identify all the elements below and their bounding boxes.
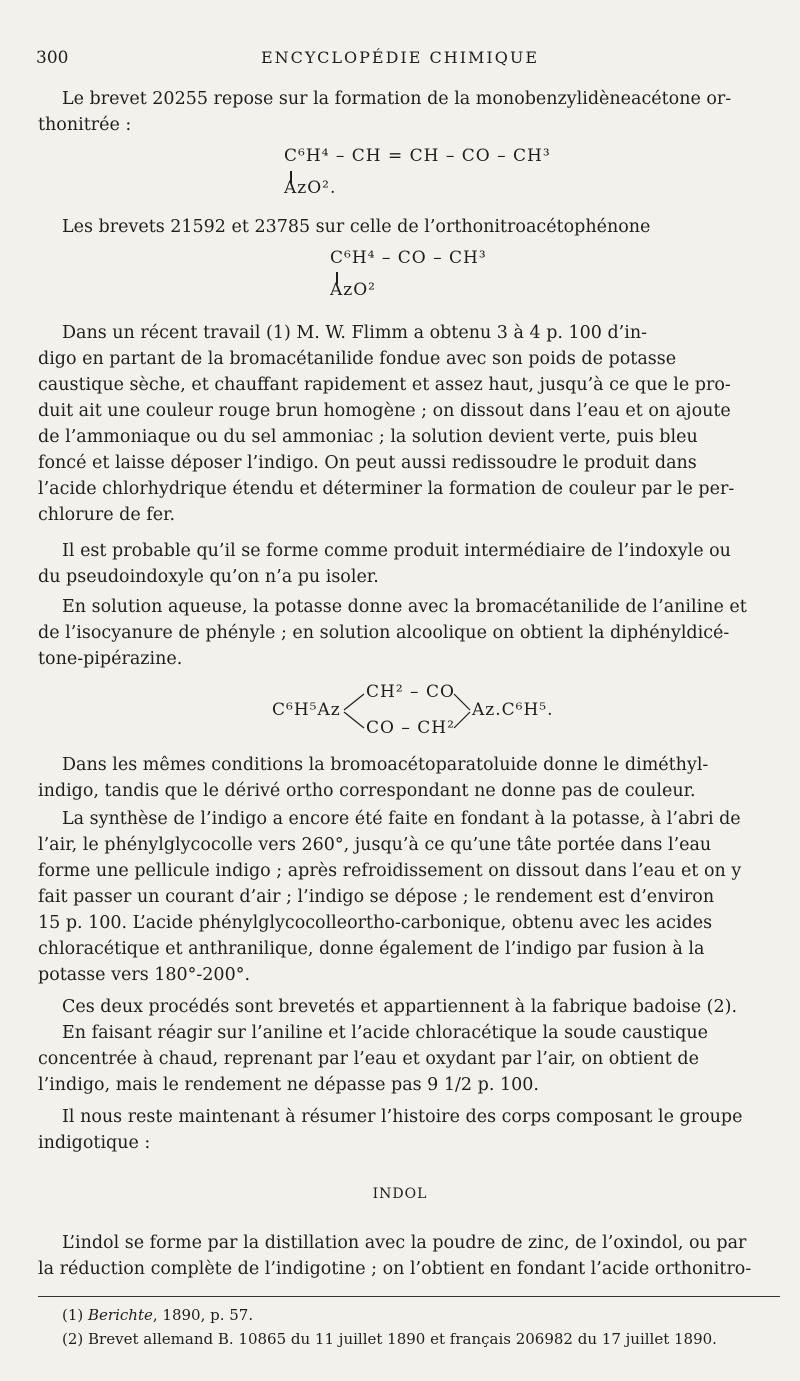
text-line: 15 p. 100. L’acide phénylglycocolleortho-carbonique, obtenu avec les acides xyxy=(38,913,713,933)
text-line: fait passer un courant d’air ; l’indigo se dépose ; le rendement est d’environ xyxy=(38,887,715,907)
text-line: l’air, le phénylglycocolle vers 260°, jusqu’à ce qu’une tâte portée dans l’eau xyxy=(38,835,712,855)
text-line: duit ait une couleur rouge brun homogène ; on dissout dans l’eau et on ajoute xyxy=(38,401,731,421)
text-line: chlorure de fer. xyxy=(38,505,176,525)
paragraph-groupe-indigotique xyxy=(38,1104,778,1156)
text-line: l’acide chlorhydrique étendu et déterminer la formation de couleur par le per- xyxy=(38,479,735,499)
text-line: Dans un récent travail (1) M. W. Flimm a obtenu 3 à 4 p. 100 d’in- xyxy=(62,323,648,343)
text-line: de l’ammoniaque ou du sel ammoniac ; la solution devient verte, puis bleu xyxy=(38,427,698,447)
text-line: Il nous reste maintenant à résumer l’histoire des corps composant le groupe xyxy=(62,1107,743,1127)
text-line: La synthèse de l’indigo a encore été faite en fondant à la potasse, à l’abri de xyxy=(62,809,741,829)
text-line: indigo, tandis que le dérivé ortho correspondant ne donne pas de couleur. xyxy=(38,781,696,801)
text-line: Les brevets 21592 et 23785 sur celle de l’orthonitroacétophénone xyxy=(62,217,651,237)
paragraph-brevetes xyxy=(62,994,778,1020)
footnote-text: Brevet allemand B. 10865 du 11 juillet 1890 et français 206982 du 17 juillet 1890. xyxy=(88,1330,717,1348)
footnote-2 xyxy=(62,1330,717,1348)
paragraph-aniline-chloracetique xyxy=(38,1020,778,1098)
formula-ring-bottom: CO – CH² xyxy=(366,718,455,738)
paragraph-synthese xyxy=(38,806,778,988)
text-line: En faisant réagir sur l’aniline et l’acide chloracétique la soude caustique xyxy=(62,1023,708,1043)
paragraph-brevets-21592 xyxy=(62,214,778,240)
formula-substituent: AzO². xyxy=(284,178,337,198)
running-title: ENCYCLOPÉDIE CHIMIQUE xyxy=(260,48,540,67)
text-line: L’indol se forme par la distillation avec la poudre de zinc, de l’oxindol, ou par xyxy=(62,1233,747,1253)
paragraph-brevet-20255 xyxy=(38,86,778,138)
text-line: Ces deux procédés sont brevetés et appartiennent à la fabrique badoise (2). xyxy=(62,997,738,1017)
formula-ring-top: CH² – CO xyxy=(366,682,455,702)
text-line: indigotique : xyxy=(38,1133,151,1153)
footnote-1 xyxy=(62,1306,253,1324)
text-line: digo en partant de la bromacétanilide fondue avec son poids de potasse xyxy=(38,349,677,369)
text-line: l’indigo, mais le rendement ne dépasse pas 9 1/2 p. 100. xyxy=(38,1075,539,1095)
formula-nitrobenzylideneacetone: C⁶H⁴ – CH = CH – CO – CH³ xyxy=(284,146,551,166)
formula-orthonitroacetophenone: C⁶H⁴ – CO – CH³ xyxy=(330,248,487,268)
text-line: forme une pellicule indigo ; après refroidissement on dissout dans l’eau et on y xyxy=(38,861,742,881)
paragraph-solution-aqueuse xyxy=(38,594,778,672)
paragraph-flimm xyxy=(38,320,778,528)
paragraph-indol xyxy=(38,1230,778,1282)
text-line: Dans les mêmes conditions la bromoacétoparatoluide donne le diméthyl- xyxy=(62,755,709,775)
text-line: concentrée à chaud, reprenant par l’eau et oxydant par l’air, on obtient de xyxy=(38,1049,699,1069)
footnote-mark: (1) xyxy=(62,1306,84,1324)
footnote-text: , 1890, p. 57. xyxy=(152,1306,254,1324)
footnote-mark: (2) xyxy=(62,1330,84,1348)
text-line: thonitrée : xyxy=(38,115,132,135)
formula-substituent: AzO² xyxy=(330,280,376,300)
page-number: 300 xyxy=(36,48,69,68)
footnote-divider xyxy=(38,1296,780,1297)
text-line: la réduction complète de l’indigotine ; on l’obtient en fondant l’acide orthonitro- xyxy=(38,1259,752,1279)
footnote-source: Berichte xyxy=(88,1306,153,1324)
section-heading: INDOL xyxy=(372,1186,428,1202)
text-line: Il est probable qu’il se forme comme produit intermédiaire de l’indoxyle ou xyxy=(62,541,731,561)
paragraph-bromoacetoparatoluide xyxy=(38,752,778,804)
text-line: de l’isocyanure de phényle ; en solution alcoolique on obtient la diphényldicé- xyxy=(38,623,730,643)
formula-phenyl-left: C⁶H⁵Az xyxy=(272,700,341,720)
formula-phenyl-right: Az.C⁶H⁵. xyxy=(472,700,554,720)
text-line: tone-pipérazine. xyxy=(38,649,183,669)
text-line: caustique sèche, et chauffant rapidement et assez haut, jusqu’à ce que le pro- xyxy=(38,375,731,395)
text-line: du pseudoindoxyle qu’on n’a pu isoler. xyxy=(38,567,379,587)
text-line: Le brevet 20255 repose sur la formation de la monobenzylidèneacétone or- xyxy=(62,89,732,109)
text-line: En solution aqueuse, la potasse donne avec la bromacétanilide de l’aniline et xyxy=(62,597,747,617)
ring-bonds xyxy=(340,688,500,738)
text-line: foncé et laisse déposer l’indigo. On peut aussi redissoudre le produit dans xyxy=(38,453,697,473)
paragraph-indoxyle xyxy=(38,538,778,590)
text-line: potasse vers 180°-200°. xyxy=(38,965,251,985)
text-line: chloracétique et anthranilique, donne également de l’indigo par fusion à la xyxy=(38,939,705,959)
